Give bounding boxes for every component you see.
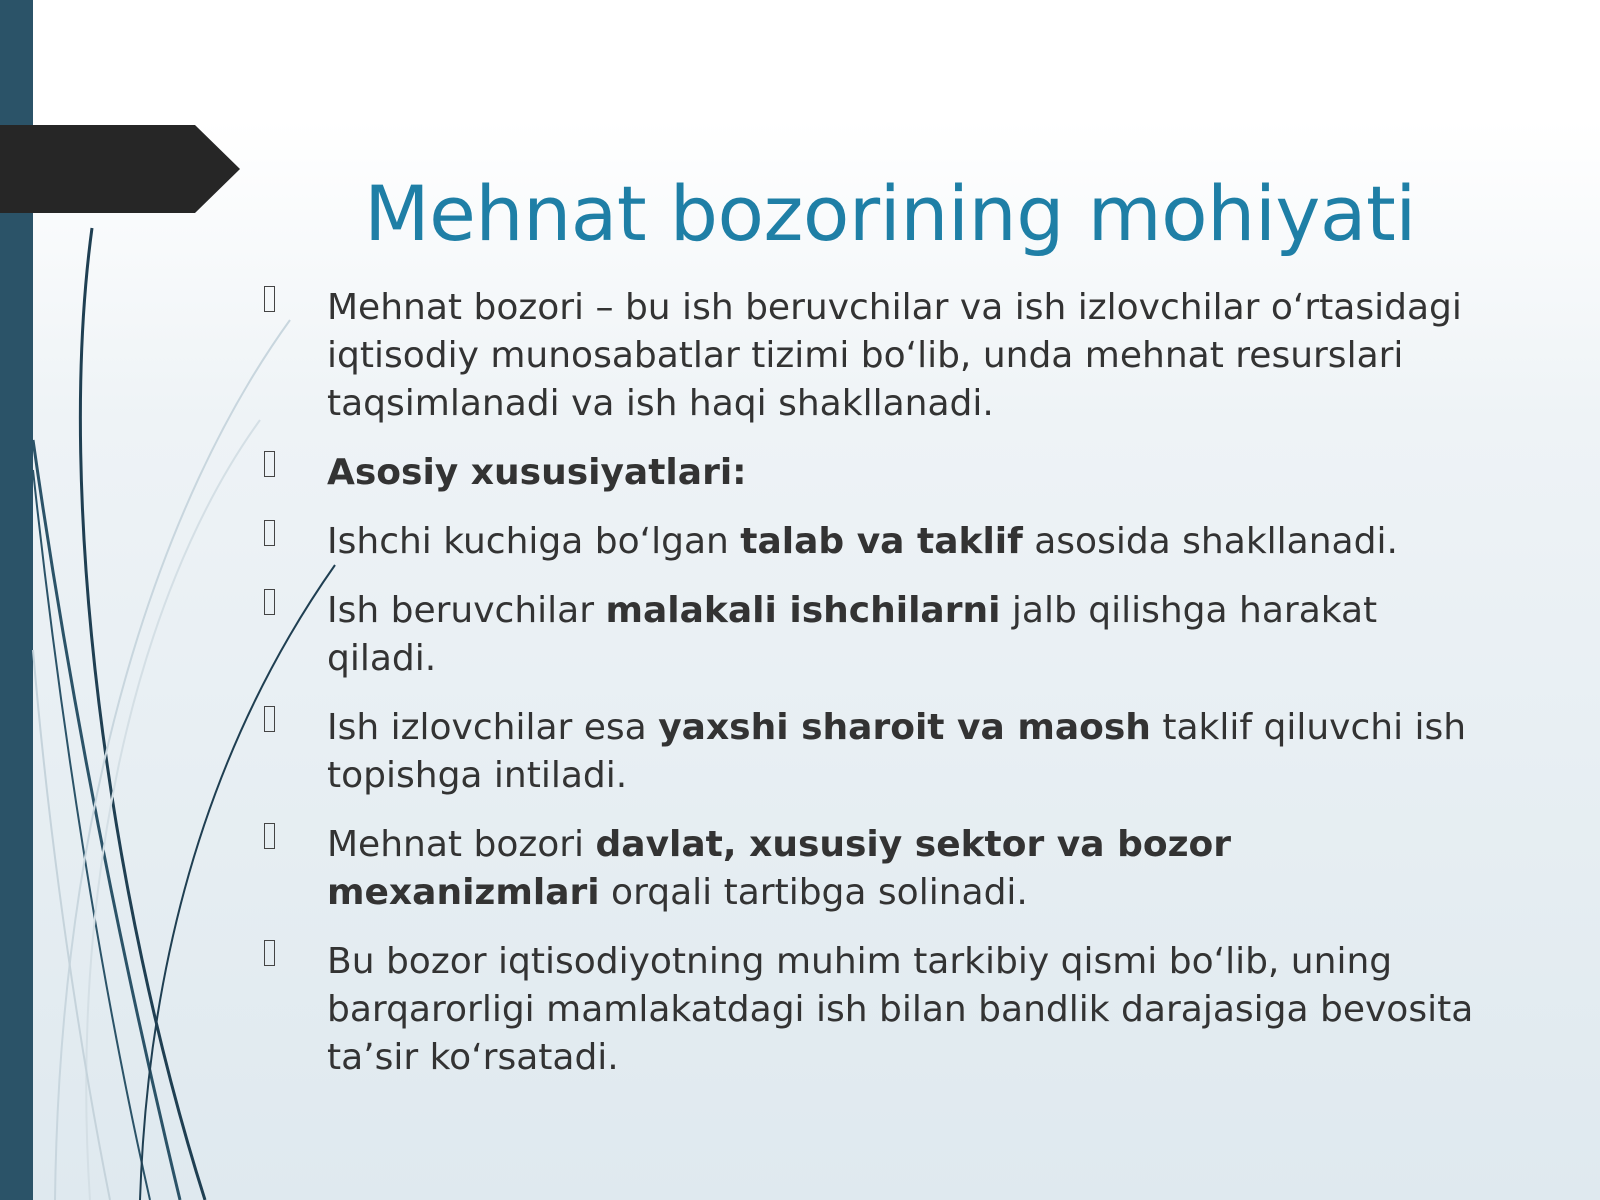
- bullet-text: Ish beruvchilar: [327, 590, 606, 631]
- bullet-item: [262, 518, 1492, 566]
- bullet-item: [262, 938, 1492, 1082]
- square-outline-icon: [264, 589, 275, 615]
- bullet-text: Mehnat bozori – bu ish beruvchilar va ish izlovchilar o‘rtasidagi iqtisodiy munosabatlar tizimi bo‘lib, unda mehnat resurslari taqsimlanadi va ish haqi shakllanadi.: [327, 287, 1462, 424]
- bullet-item: [262, 449, 1492, 497]
- square-outline-icon: [264, 286, 275, 312]
- bullet-emphasis: davlat, xususiy sektor va bozor mexanizmlari: [327, 824, 1232, 913]
- square-outline-icon: [264, 520, 275, 546]
- bullet-item: [262, 704, 1492, 800]
- bullet-emphasis: talab va taklif: [740, 521, 1023, 562]
- bullet-text: jalb qilishga harakat qiladi.: [327, 590, 1378, 679]
- bullet-item: [262, 821, 1492, 917]
- bullet-text: taklif qiluvchi ish topishga intiladi.: [327, 707, 1467, 796]
- bullet-text: orqali tartibga solinadi.: [599, 872, 1028, 913]
- bullet-list: [262, 284, 1492, 1103]
- square-outline-icon: [264, 823, 275, 849]
- bullet-text: Ishchi kuchiga bo‘lgan: [327, 521, 741, 562]
- title-arrow-tab: [0, 125, 240, 213]
- bullet-heading: Asosiy xususiyatlari:: [327, 452, 747, 493]
- bullet-text: Ish izlovchilar esa: [327, 707, 659, 748]
- square-outline-icon: [264, 451, 275, 477]
- square-outline-icon: [264, 940, 275, 966]
- bullet-item: [262, 587, 1492, 683]
- bullet-item: [262, 284, 1492, 428]
- square-outline-icon: [264, 706, 275, 732]
- slide-title: Mehnat bozorining mohiyati: [364, 168, 1416, 258]
- bullet-text: Mehnat bozori: [327, 824, 596, 865]
- bullet-emphasis: yaxshi sharoit va maosh: [658, 707, 1151, 748]
- bullet-text: asosida shakllanadi.: [1022, 521, 1398, 562]
- bullet-emphasis: malakali ishchilarni: [605, 590, 1001, 631]
- bullet-text: Bu bozor iqtisodiyotning muhim tarkibiy qismi bo‘lib, uning barqarorligi mamlakatdagi ish bilan bandlik darajasiga bevosita ta’sir ko‘rsatadi.: [327, 941, 1474, 1078]
